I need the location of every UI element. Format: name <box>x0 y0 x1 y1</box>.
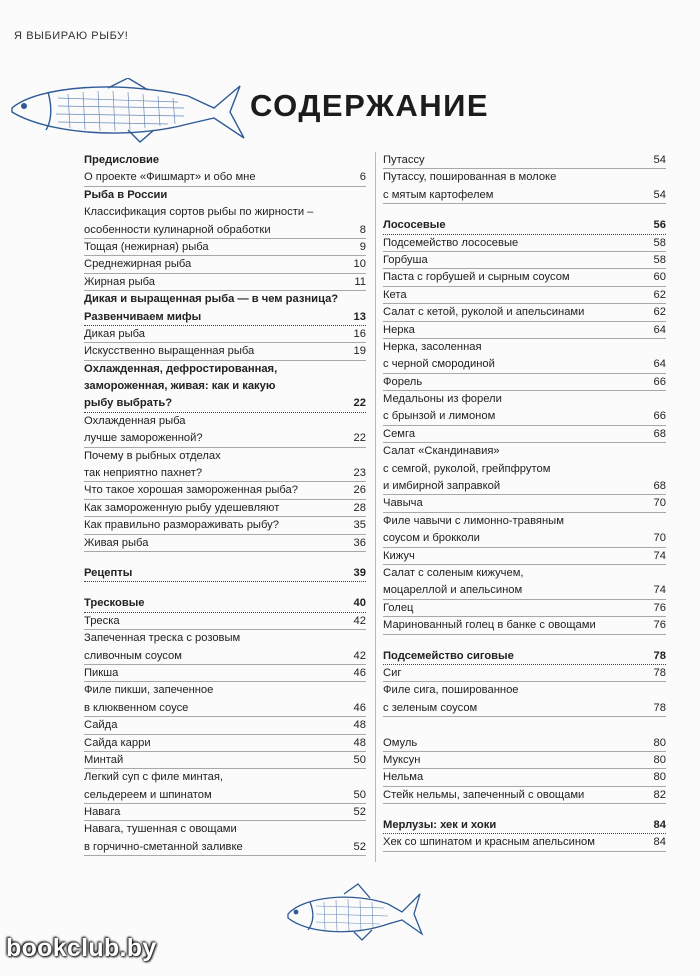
fish-illustration-bottom <box>284 880 424 942</box>
toc-entry <box>383 565 666 582</box>
toc-entry-title: Как правильно размораживать рыбу? <box>84 519 279 532</box>
toc-entry-page: 6 <box>359 171 366 184</box>
toc-entry-title: Сайда <box>84 719 118 732</box>
toc-entry-page: 23 <box>353 467 366 480</box>
toc-entry-page: 42 <box>353 614 366 627</box>
toc-entry <box>84 717 366 734</box>
toc-entry <box>383 682 666 699</box>
toc-right-column <box>383 152 666 852</box>
toc-entry-page: 13 <box>353 310 366 323</box>
toc-entry <box>84 787 366 804</box>
toc-entry-title: Лососевые <box>383 219 446 232</box>
toc-entry <box>383 391 666 408</box>
toc-entry-title: соусом и брокколи <box>383 532 480 545</box>
toc-entry-title: с черной смородиной <box>383 358 495 371</box>
toc-entry <box>84 222 366 239</box>
toc-entry-title: Голец <box>383 601 414 614</box>
toc-entry <box>84 291 366 308</box>
toc-entry-title: Стейк нельмы, запеченный с овощами <box>383 788 585 801</box>
toc-entry <box>84 700 366 717</box>
toc-entry <box>84 769 366 786</box>
toc-entry <box>84 465 366 482</box>
toc-entry-title: сливочным соусом <box>84 649 182 662</box>
toc-entry-page: 78 <box>653 649 666 662</box>
toc-entry-page: 84 <box>653 836 666 849</box>
toc-entry <box>84 326 366 343</box>
toc-entry-title: Форель <box>383 375 423 388</box>
toc-entry <box>84 169 366 186</box>
toc-entry <box>383 700 666 717</box>
toc-entry-page: 46 <box>353 666 366 679</box>
toc-entry-page: 50 <box>353 753 366 766</box>
toc-entry <box>383 426 666 443</box>
toc-entry <box>383 374 666 391</box>
toc-entry-title: Охлажденная, дефростированная, <box>84 362 278 375</box>
toc-entry-title: Предисловие <box>84 154 160 166</box>
toc-entry-page: 22 <box>353 397 366 410</box>
toc-entry <box>383 787 666 804</box>
toc-entry-title: рыбу выбрать? <box>84 397 173 410</box>
toc-entry <box>84 395 366 412</box>
toc-entry <box>84 378 366 395</box>
toc-entry-page: 64 <box>653 358 666 371</box>
toc-entry-title: Живая рыба <box>84 536 149 549</box>
toc-entry-title: Как замороженную рыбу удешевляют <box>84 501 280 514</box>
toc-entry-page: 66 <box>653 410 666 423</box>
toc-entry <box>383 648 666 665</box>
toc-entry-page: 76 <box>653 601 666 614</box>
toc-entry <box>383 235 666 252</box>
toc-entry-title: Дикая рыба <box>84 327 145 340</box>
toc-entry <box>84 187 366 204</box>
toc-entry-page: 16 <box>353 327 366 340</box>
toc-entry-page: 58 <box>653 236 666 249</box>
toc-entry-page: 78 <box>653 666 666 679</box>
toc-entry-page: 62 <box>653 306 666 319</box>
toc-entry <box>84 682 366 699</box>
toc-entry-page: 48 <box>353 736 366 749</box>
toc-entry-page: 54 <box>653 154 666 166</box>
toc-entry <box>84 152 366 169</box>
toc-entry-title: Мерлузы: хек и хоки <box>383 819 497 832</box>
toc-entry-title: Подсемейство лососевые <box>383 236 519 249</box>
page-title: СОДЕРЖАНИЕ <box>250 88 490 123</box>
toc-entry-page: 80 <box>653 771 666 784</box>
toc-entry-title: Пикша <box>84 666 119 679</box>
toc-entry-title: Хек со шпинатом и красным апельсином <box>383 836 595 849</box>
toc-entry <box>84 752 366 769</box>
toc-entry <box>383 304 666 321</box>
toc-entry-page: 22 <box>353 432 366 445</box>
toc-entry <box>84 482 366 499</box>
toc-entry-page: 80 <box>653 736 666 749</box>
toc-entry <box>383 408 666 425</box>
toc-entry-page: 10 <box>353 258 366 271</box>
toc-entry-title: Запеченная треска с розовым <box>84 632 241 645</box>
toc-entry <box>383 217 666 234</box>
toc-entry-page: 48 <box>353 719 366 732</box>
toc-entry-title: Паста с горбушей и сырным соусом <box>383 271 570 284</box>
toc-entry <box>84 413 366 430</box>
toc-entry <box>383 769 666 786</box>
toc-entry-title: Кижуч <box>383 549 415 562</box>
toc-entry <box>84 430 366 447</box>
toc-entry-title: Минтай <box>84 753 124 766</box>
toc-entry-page: 11 <box>354 275 366 288</box>
toc-entry <box>84 665 366 682</box>
toc-entry-page: 78 <box>653 701 666 714</box>
toc-entry-title: Сиг <box>383 666 402 679</box>
toc-entry-page: 68 <box>653 480 666 493</box>
toc-entry <box>383 817 666 834</box>
toc-entry-title: Филе чавычи с лимонно-травяным <box>383 514 564 527</box>
toc-entry-title: замороженная, живая: как и какую <box>84 380 276 393</box>
toc-entry-page: 35 <box>353 519 366 532</box>
toc-entry-title: Тощая (нежирная) рыба <box>84 240 209 253</box>
toc-entry-title: Искусственно выращенная рыба <box>84 345 255 358</box>
toc-entry <box>383 495 666 512</box>
toc-entry-page: 19 <box>353 345 366 358</box>
toc-entry-title: Навага <box>84 806 121 819</box>
toc-entry-title: Среднежирная рыба <box>84 258 192 271</box>
watermark: bookclub.by <box>6 934 157 962</box>
toc-entry-title: Жирная рыба <box>84 275 156 288</box>
toc-entry-title: с семгой, руколой, грейпфрутом <box>383 462 551 475</box>
toc-entry <box>383 356 666 373</box>
toc-entry-page: 58 <box>653 253 666 266</box>
toc-left-column <box>84 152 366 856</box>
toc-entry-title: Нельма <box>383 771 424 784</box>
toc-entry <box>84 648 366 665</box>
toc-entry-page: 68 <box>653 427 666 440</box>
toc-entry-page: 54 <box>653 188 666 201</box>
toc-entry <box>383 582 666 599</box>
toc-entry-title: Чавыча <box>383 497 423 510</box>
toc-entry-title: с зеленым соусом <box>383 701 478 714</box>
toc-entry <box>84 804 366 821</box>
toc-entry-title: Сайда карри <box>84 736 151 749</box>
toc-entry-title: моцареллой и апельсином <box>383 584 523 597</box>
toc-entry-title: Медальоны из форели <box>383 393 502 406</box>
toc-entry <box>84 821 366 838</box>
toc-entry-title: Муксун <box>383 753 421 766</box>
toc-entry-page: 46 <box>353 701 366 714</box>
toc-entry <box>84 256 366 273</box>
toc-entry-title: Рыба в России <box>84 188 168 201</box>
toc-entry-title: Треска <box>84 614 120 627</box>
toc-entry-page: 82 <box>653 788 666 801</box>
toc-entry-title: сельдереем и шпинатом <box>84 788 212 801</box>
toc-entry-title: Филе пикши, запеченное <box>84 684 214 697</box>
toc-entry-title: Классификация сортов рыбы по жирности – <box>84 206 314 219</box>
toc-entry <box>383 717 666 734</box>
running-head: Я ВЫБИРАЮ РЫБУ! <box>14 30 129 42</box>
toc-entry-page: 8 <box>359 223 366 236</box>
toc-entry-title: Охлажденная рыба <box>84 414 186 427</box>
toc-entry <box>383 478 666 495</box>
toc-entry <box>383 617 666 634</box>
toc-entry-page: 74 <box>653 584 666 597</box>
toc-entry-title: Семга <box>383 427 416 440</box>
toc-entry <box>383 339 666 356</box>
toc-entry-page: 62 <box>653 288 666 301</box>
toc-entry <box>84 839 366 856</box>
toc-entry-page: 60 <box>653 271 666 284</box>
toc-entry-title: особенности кулинарной обработки <box>84 223 271 236</box>
toc-entry-page: 80 <box>653 753 666 766</box>
toc-entry <box>383 287 666 304</box>
toc-entry-title: Путассу, пошированная в молоке <box>383 171 557 184</box>
toc-entry <box>383 269 666 286</box>
toc-entry <box>383 252 666 269</box>
toc-entry <box>84 565 366 582</box>
toc-entry <box>383 548 666 565</box>
toc-entry <box>84 535 366 552</box>
fish-illustration-top <box>8 78 246 146</box>
toc-entry-title: Салат с соленым кижучем, <box>383 566 524 579</box>
toc-entry <box>383 322 666 339</box>
toc-entry-title: Развенчиваем мифы <box>84 310 202 323</box>
toc-entry-title: и имбирной заправкой <box>383 480 501 493</box>
toc-entry-page: 39 <box>353 566 366 579</box>
toc-entry-title: Горбуша <box>383 253 428 266</box>
toc-entry <box>383 152 666 169</box>
toc-entry <box>383 513 666 530</box>
toc-entry-page: 36 <box>353 536 366 549</box>
toc-entry-page: 52 <box>353 840 366 853</box>
toc-entry-page: 70 <box>653 532 666 545</box>
toc-entry-page: 42 <box>353 649 366 662</box>
toc-entry-title: Салат с кетой, руколой и апельсинами <box>383 306 585 319</box>
toc-entry-title: Дикая и выращенная рыба — в чем разница? <box>84 293 339 306</box>
toc-entry-title: О проекте «Фишмарт» и обо мне <box>84 171 256 184</box>
toc-entry-page: 64 <box>653 323 666 336</box>
toc-entry-title: Тресковые <box>84 597 145 610</box>
toc-entry-title: в клюквенном соусе <box>84 701 189 714</box>
toc-entry <box>383 752 666 769</box>
toc-entry-page: 52 <box>353 806 366 819</box>
toc-entry <box>383 530 666 547</box>
toc-entry-title: Салат «Скандинавия» <box>383 445 500 458</box>
toc-entry <box>84 204 366 221</box>
toc-entry-page: 9 <box>359 240 366 253</box>
toc-entry-title: Почему в рыбных отделах <box>84 449 221 462</box>
toc-entry-title: в горчично-сметанной заливке <box>84 840 243 853</box>
toc-entry <box>84 309 366 326</box>
toc-entry-page: 76 <box>653 619 666 632</box>
toc-entry-page: 50 <box>353 788 366 801</box>
toc-entry <box>84 595 366 612</box>
toc-entry <box>383 169 666 186</box>
toc-entry-title: Нерка <box>383 323 415 336</box>
toc-entry-title: Рецепты <box>84 566 133 579</box>
toc-entry-page: 40 <box>353 597 366 610</box>
toc-entry <box>84 343 366 360</box>
toc-entry <box>84 613 366 630</box>
toc-entry-title: с брынзой и лимоном <box>383 410 496 423</box>
toc-entry-page: 74 <box>653 549 666 562</box>
toc-entry <box>84 500 366 517</box>
toc-entry-title: Подсемейство сиговые <box>383 649 514 662</box>
toc-entry-title: с мятым картофелем <box>383 188 494 201</box>
toc-entry-page: 26 <box>353 484 366 497</box>
toc-entry <box>383 443 666 460</box>
toc-entry <box>383 600 666 617</box>
toc-entry-page: 84 <box>653 819 666 832</box>
toc-entry <box>84 517 366 534</box>
toc-entry-title: Омуль <box>383 736 418 749</box>
toc-entry <box>383 834 666 851</box>
toc-entry-title: Путассу <box>383 154 425 166</box>
toc-entry <box>84 361 366 378</box>
toc-entry <box>383 187 666 204</box>
toc-entry-title: Маринованный голец в банке с овощами <box>383 619 596 632</box>
toc-entry <box>84 274 366 291</box>
toc-entry <box>84 239 366 256</box>
toc-entry <box>383 665 666 682</box>
toc-entry <box>84 448 366 465</box>
toc-entry <box>84 735 366 752</box>
toc-entry <box>383 461 666 478</box>
toc-entry-title: Филе сига, пошированное <box>383 684 519 697</box>
toc-entry-title: так неприятно пахнет? <box>84 467 203 480</box>
toc-entry-title: Что такое хорошая замороженная рыба? <box>84 484 298 497</box>
toc-entry-page: 66 <box>653 375 666 388</box>
toc-entry-title: Кета <box>383 288 407 301</box>
toc-entry-page: 56 <box>653 219 666 232</box>
toc-entry-title: Навага, тушенная с овощами <box>84 823 237 836</box>
toc-entry <box>84 630 366 647</box>
toc-entry-title: Нерка, засоленная <box>383 340 482 353</box>
toc-entry-title: Легкий суп с филе минтая, <box>84 771 224 784</box>
toc-entry <box>383 735 666 752</box>
toc-entry-title: лучше замороженной? <box>84 432 203 445</box>
toc-entry-page: 28 <box>353 501 366 514</box>
toc-entry-page: 70 <box>653 497 666 510</box>
